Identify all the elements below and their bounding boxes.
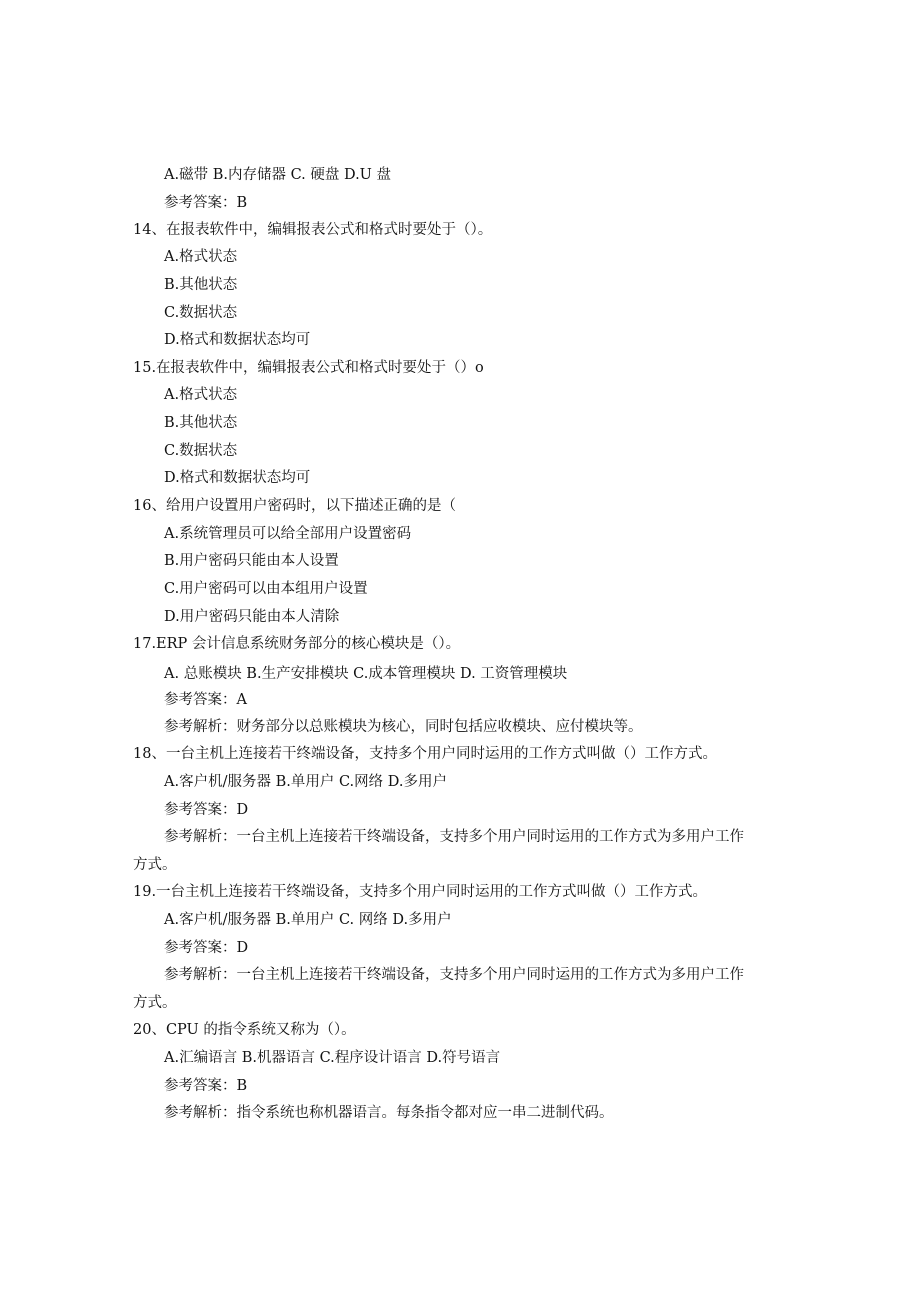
q19-explanation-cont: 方式。 bbox=[133, 995, 177, 1011]
q18-options: A.客户机/服务器 B.单用户 C.网络 D.多用户 bbox=[164, 774, 447, 790]
q19-options: A.客户机/服务器 B.单用户 C. 网络 D.多用户 bbox=[164, 912, 452, 928]
q17-options: A. 总账模块 B.生产安排模块 C.成本管理模块 D. 工资管理模块 bbox=[164, 666, 568, 682]
q15-option-d: D.格式和数据状态均可 bbox=[164, 470, 311, 486]
q13-answer: 参考答案：B bbox=[164, 195, 248, 211]
q14-option-a: A.格式状态 bbox=[164, 249, 238, 265]
q19-explanation: 参考解析：一台主机上连接若干终端设备，支持多个用户同时运用的工作方式为多用户工作 bbox=[164, 967, 744, 983]
q18-question: 18、一台主机上连接若干终端设备，支持多个用户同时运用的工作方式叫做（）工作方式。 bbox=[133, 746, 717, 762]
q17-question: 17.ERP 会计信息系统财务部分的核心模块是（）。 bbox=[133, 636, 461, 652]
q18-explanation: 参考解析：一台主机上连接若干终端设备，支持多个用户同时运用的工作方式为多用户工作 bbox=[164, 829, 744, 845]
q14-option-d: D.格式和数据状态均可 bbox=[164, 332, 311, 348]
q18-answer: 参考答案：D bbox=[164, 802, 249, 818]
q14-option-b: B.其他状态 bbox=[164, 277, 238, 293]
q16-option-d: D.用户密码只能由本人清除 bbox=[164, 609, 340, 625]
q14-option-c: C.数据状态 bbox=[164, 305, 238, 321]
q18-explanation-cont: 方式。 bbox=[133, 857, 177, 873]
q15-option-c: C.数据状态 bbox=[164, 443, 238, 459]
q19-question: 19.一台主机上连接若干终端设备，支持多个用户同时运用的工作方式叫做（）工作方式。 bbox=[133, 884, 708, 900]
q20-options: A.汇编语言 B.机器语言 C.程序设计语言 D.符号语言 bbox=[164, 1050, 501, 1066]
q15-option-a: A.格式状态 bbox=[164, 387, 238, 403]
q20-answer: 参考答案：B bbox=[164, 1078, 248, 1094]
q20-explanation: 参考解析：指令系统也称机器语言。每条指令都对应一串二进制代码。 bbox=[164, 1105, 614, 1121]
q16-option-a: A.系统管理员可以给全部用户设置密码 bbox=[164, 526, 412, 542]
q19-answer: 参考答案：D bbox=[164, 940, 249, 956]
q14-question: 14、在报表软件中，编辑报表公式和格式时要处于（）。 bbox=[133, 222, 493, 238]
q16-question: 16、给用户设置用户密码时，以下描述正确的是（ bbox=[133, 498, 456, 514]
q20-question: 20、CPU 的指令系统又称为（）。 bbox=[133, 1022, 356, 1038]
q17-explanation: 参考解析：财务部分以总账模块为核心，同时包括应收模块、应付模块等。 bbox=[164, 719, 643, 735]
q16-option-b: B.用户密码只能由本人设置 bbox=[164, 553, 339, 569]
q15-option-b: B.其他状态 bbox=[164, 415, 238, 431]
q16-option-c: C.用户密码可以由本组用户设置 bbox=[164, 581, 368, 597]
q15-question: 15.在报表软件中，编辑报表公式和格式时要处于（）o bbox=[133, 360, 484, 376]
q13-options: A.磁带 B.内存储器 C. 硬盘 D.U 盘 bbox=[164, 167, 392, 183]
q17-answer: 参考答案：A bbox=[164, 692, 247, 708]
